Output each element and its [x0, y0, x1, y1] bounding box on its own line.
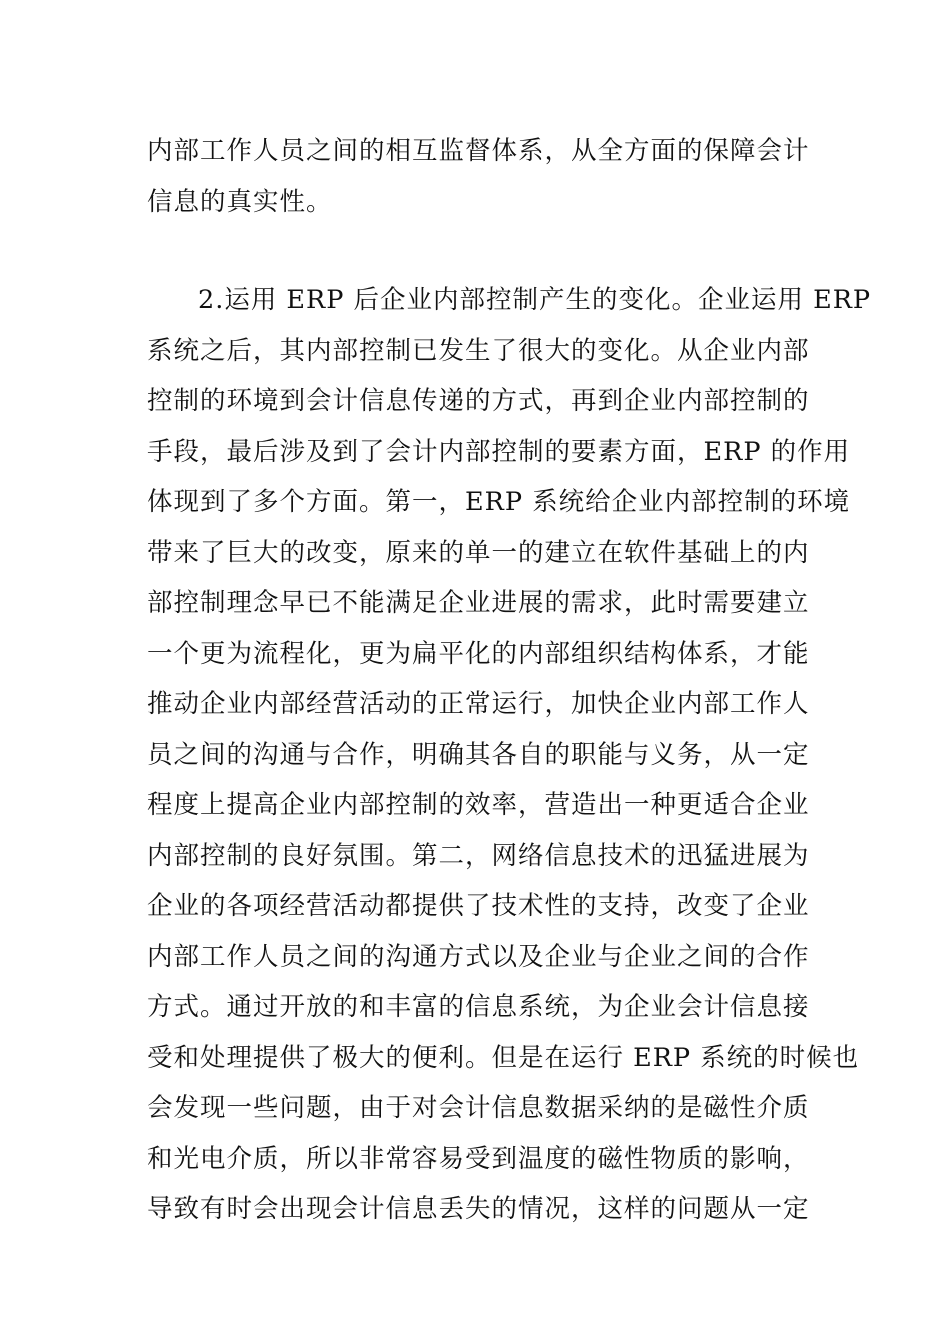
text-line: 部控制理念早已不能满足企业进展的需求，此时需要建立: [147, 588, 810, 618]
text-line: 内部控制的良好氛围。第二，网络信息技术的迅猛进展为: [147, 840, 810, 871]
text-line: 信息的真实性。: [147, 186, 333, 217]
text-line: 企业的各项经营活动都提供了技术性的支持，改变了企业: [147, 891, 810, 921]
text-line: 一个更为流程化，更为扁平化的内部组织结构体系，才能: [147, 638, 810, 669]
text-line: 控制的环境到会计信息传递的方式，再到企业内部控制的: [147, 386, 810, 416]
text-line: 体现到了多个方面。第一，ERP 系统给企业内部控制的环境: [147, 487, 851, 517]
text-line: 员之间的沟通与合作，明确其各自的职能与义务，从一定: [147, 739, 810, 770]
text-line: 推动企业内部经营活动的正常运行，加快企业内部工作人: [147, 689, 810, 719]
text-line: 内部工作人员之间的沟通方式以及企业与企业之间的合作: [147, 941, 810, 972]
text-line: 导致有时会出现会计信息丢失的情况，这样的问题从一定: [147, 1194, 810, 1224]
text-line: 和光电介质，所以非常容易受到温度的磁性物质的影响，: [147, 1143, 810, 1174]
text-line: 内部工作人员之间的相互监督体系，从全方面的保障会计: [147, 136, 810, 166]
paragraph-continuation: [147, 126, 810, 227]
text-line: 会发现一些问题，由于对会计信息数据采纳的是磁性介质: [147, 1093, 810, 1123]
text-line-first: 2.运用 ERP 后企业内部控制产生的变化。企业运用 ERP: [198, 285, 872, 315]
text-line: 手段，最后涉及到了会计内部控制的要素方面，ERP 的作用: [147, 436, 851, 467]
text-line: 带来了巨大的改变，原来的单一的建立在软件基础上的内: [147, 537, 810, 568]
text-line: 系统之后，其内部控制已发生了很大的变化。从企业内部: [147, 335, 810, 366]
paragraph-erp-changes: [147, 275, 872, 1235]
text-line: 受和处理提供了极大的便利。但是在运行 ERP 系统的时候也: [147, 1042, 860, 1073]
text-line: 方式。通过开放的和丰富的信息系统，为企业会计信息接: [147, 992, 810, 1022]
text-line: 程度上提高企业内部控制的效率，营造出一种更适合企业: [147, 790, 810, 820]
